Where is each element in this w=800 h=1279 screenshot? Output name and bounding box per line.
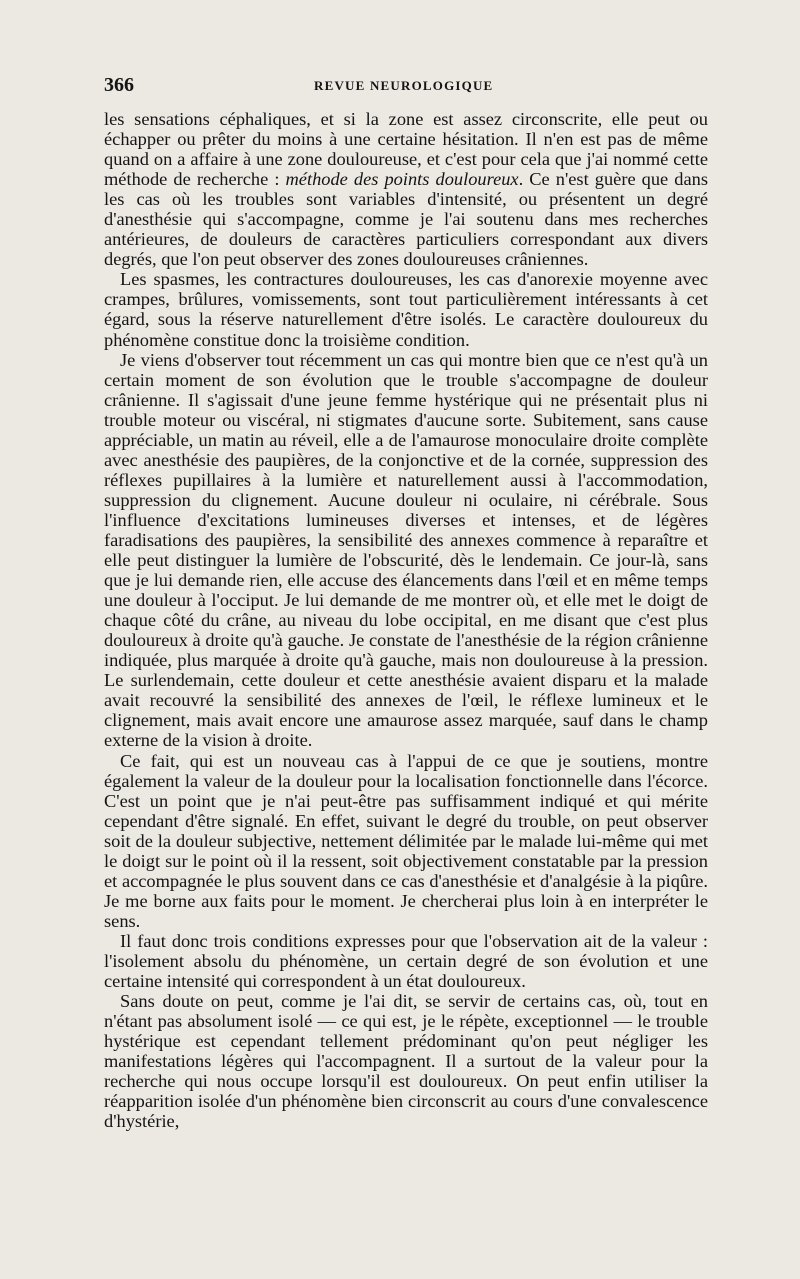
running-title: REVUE NEUROLOGIQUE bbox=[314, 78, 494, 93]
page-header bbox=[104, 72, 724, 102]
paragraph-2: Les spasmes, les contractures douloureuses, les cas d'anorexie moyenne avec crampes, brûlures, vomissements, sont tout particulièrement intéressants à cet égard, sous la réserve naturellement d'être isolés. Le caractère douloureux du phénomène constitue donc la troisième condition. bbox=[104, 269, 708, 350]
paragraph-6: Sans doute on peut, comme je l'ai dit, se servir de certains cas, où, tout en n'étant pas absolument isolé — ce qui est, je le répète, exceptionnel — le trouble hystérique est cependant tellement prédominant qu'on peut négliger les manifestations légères qui l'accompagnent. Il a surtout de la valeur pour la recherche qui nous occupe lorsqu'il est douloureux. On peut enfin utiliser la réapparition isolée d'un phénomène bien circonscrit au cours d'une convalescence d'hystérie, bbox=[104, 991, 708, 1132]
paragraph-5: Il faut donc trois conditions expresses pour que l'observation ait de la valeur : l'isolement absolu du phénomène, un certain degré de son évolution et une certaine intensité qui correspondent à un état douloureux. bbox=[104, 930, 708, 992]
body-text bbox=[104, 109, 708, 1131]
italic-method-name: méthode des points douloureux bbox=[285, 169, 519, 190]
paragraph-1 bbox=[104, 109, 708, 269]
page-number: 366 bbox=[104, 74, 134, 96]
paragraph-1-text-a: les sensations céphaliques, et si la zone est assez circonscrite, elle peut ou échapper ou prêter du moins à une certaine hésitation. Il n'en est pas de même quand on a affaire à une zone douloureuse, et c'est pour cela que j'ai nommé cette méthode de recherche : bbox=[104, 109, 708, 190]
paragraph-1-text-b: . Ce n'est guère que dans les cas où les troubles sont variables d'intensité, ou présentent un degré d'anesthésie qui s'accompagne, comme je l'ai soutenu dans mes recherches antérieures, de douleurs de caractères particuliers correspondant aux divers degrés, que l'on peut observer des zones douloureuses crâniennes. bbox=[104, 169, 709, 270]
paragraph-4: Ce fait, qui est un nouveau cas à l'appui de ce que je soutiens, montre également la valeur de la douleur pour la localisation fonctionnelle dans l'écorce. C'est un point que je n'ai peut-être pas suffisamment indiqué et qui mérite cependant d'être signalé. En effet, suivant le degré du trouble, on peut observer soit de la douleur subjective, nettement délimitée par le malade lui-même qui met le doigt sur le point où il la ressent, soit objectivement constatable par la pression et accompagnée le plus souvent dans ce cas d'anesthésie et d'analgésie à la piqûre. Je me borne aux faits pour le moment. Je chercherai plus loin à en interpréter le sens. bbox=[104, 750, 708, 931]
paragraph-3: Je viens d'observer tout récemment un cas qui montre bien que ce n'est qu'à un certain moment de son évolution que le trouble s'accompagne de douleur crânienne. Il s'agissait d'une jeune femme hystérique qui ne présentait plus ni trouble moteur ou viscéral, ni stigmates d'aucune sorte. Subitement, sans cause appréciable, un matin au réveil, elle a de l'amaurose monoculaire droite complète avec anesthésie des paupières, de la conjonctive et de la cornée, suppression des réflexes pupillaires à la lumière et naturellement aussi à l'accommodation, suppression du clignement. Aucune douleur ni oculaire, ni cérébrale. Sous l'influence d'excitations lumineuses diverses et intenses, et de légères faradisations des paupières, la sensibilité des annexes commence à reparaître et elle peut distinguer la lumière de l'obscurité, dès le lendemain. Ce jour-là, sans que je lui demande rien, elle accuse des élancements dans l'œil et en même temps une douleur à l'occiput. Je lui demande de me montrer où, et elle met le doigt de chaque côté du crâne, au niveau du lobe occipital, en me disant que c'est plus douloureux à droite qu'à gauche. Je constate de l'anesthésie de la région crânienne indiquée, plus marquée à droite qu'à gauche, mais non douloureuse à la pression. Le surlendemain, cette douleur et cette anesthésie avaient disparu et la malade avait recouvré la sensibilité des annexes de l'œil, le réflexe lumineux et le clignement, mais avait encore une amaurose assez marquée, sauf dans le champ externe de la vision à droite. bbox=[104, 349, 708, 751]
